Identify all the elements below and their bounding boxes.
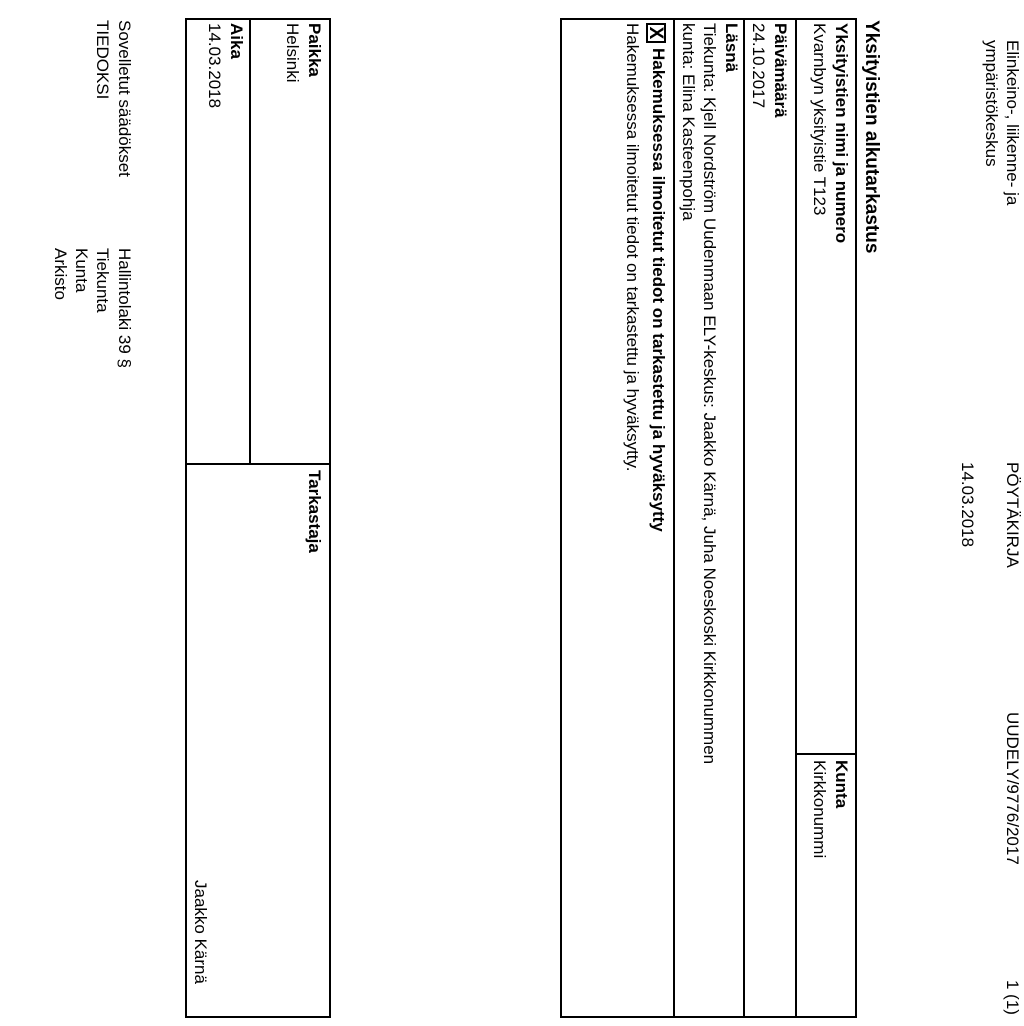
inspector-name: Jaakko Kärnä — [191, 880, 210, 984]
reference-number: UUDELY/9776/2017 — [1003, 712, 1022, 865]
statutes-value: Hallintolaki 39 § — [115, 248, 134, 369]
inspection-details-box — [560, 18, 797, 1018]
date-label: Päivämäärä — [771, 23, 790, 118]
municipality-label: Kunta — [832, 760, 851, 809]
info-label: TIEDOKSI — [93, 20, 112, 100]
present-line2: kunta: Elina Kasteenpohja — [679, 23, 698, 221]
details-divider-2 — [673, 20, 675, 1016]
road-name-value: Kvarnbyn yksityistie T123 — [810, 23, 829, 216]
document-date: 14.03.2018 — [958, 462, 977, 548]
signature-divider-horizontal — [249, 20, 251, 463]
recipient-item: Kunta — [72, 248, 91, 293]
recipient-item: Tiekunta — [93, 248, 112, 313]
signature-box — [185, 18, 331, 1018]
org-name-line2: ympäristökeskus — [982, 40, 1001, 167]
present-label: Läsnä — [722, 23, 741, 73]
signature-divider-vertical — [187, 463, 329, 465]
document-type: PÖYTÄKIRJA — [1003, 462, 1022, 568]
details-divider-1 — [743, 20, 745, 1016]
approval-check-label: Hakemuksessa ilmoitetut tiedot on tarkastettu ja hyväksytty — [649, 48, 668, 532]
org-name-line1: Elinkeino-, liikenne- ja — [1003, 40, 1022, 206]
checkbox-checked: X — [646, 23, 666, 43]
municipality-value: Kirkkonummi — [810, 760, 829, 859]
place-label: Paikka — [305, 23, 324, 77]
road-name-label: Yksityistien nimi ja numero — [832, 23, 851, 244]
approval-check-row — [646, 23, 669, 532]
date-value: 24.10.2017 — [749, 23, 768, 109]
inspector-label: Tarkastaja — [305, 470, 324, 553]
approval-note: Hakemuksessa ilmoitetut tiedot on tarkastettu ja hyväksytty. — [623, 23, 642, 472]
recipient-item: Arkisto — [51, 248, 70, 300]
time-value: 14.03.2018 — [205, 23, 224, 109]
road-info-box — [795, 18, 857, 1018]
road-info-divider — [797, 753, 855, 755]
time-label: Aika — [227, 23, 246, 59]
document-title: Yksityistien alkutarkastus — [861, 20, 882, 254]
present-line1: Tiekunta: Kjell Nordström Uudenmaan ELY-keskus: Jaakko Kärnä, Juha Noeskoski Kirkkonummen — [700, 23, 719, 765]
place-value: Helsinki — [283, 23, 302, 83]
statutes-label: Sovelletut säädökset — [115, 20, 134, 177]
page-number: 1 (1) — [1003, 980, 1022, 1015]
